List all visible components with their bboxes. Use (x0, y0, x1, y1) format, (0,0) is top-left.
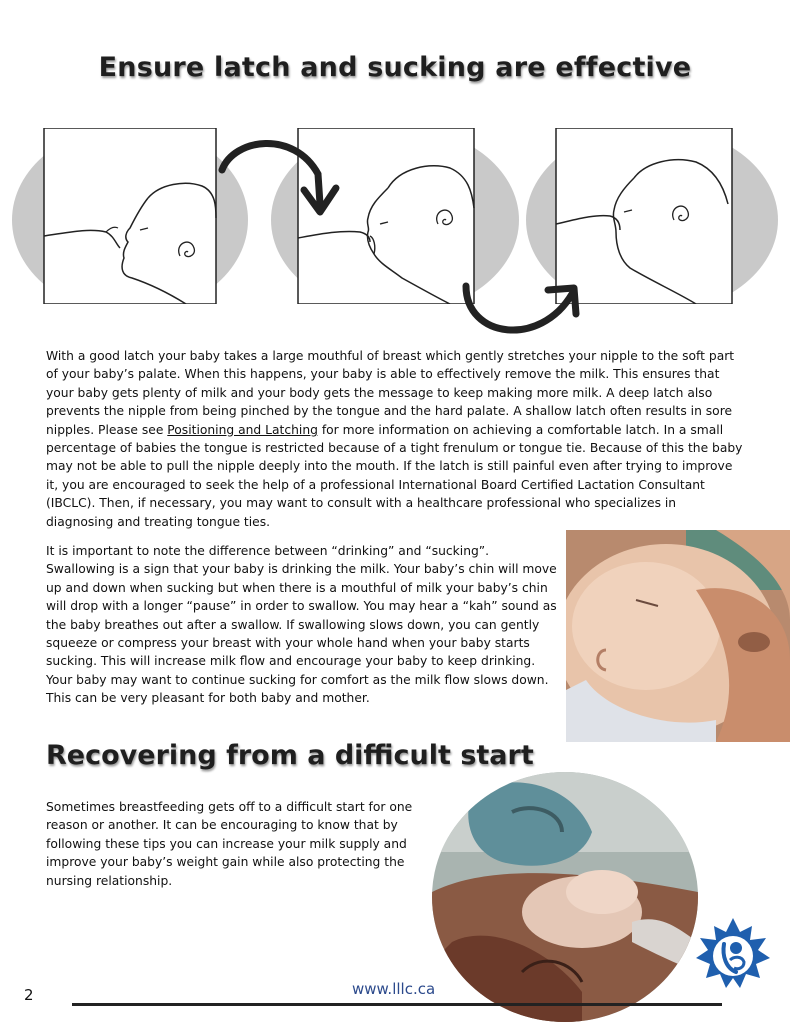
footer-divider (72, 1003, 722, 1006)
curved-arrow-up-icon (456, 278, 586, 344)
latch-paragraph (46, 347, 746, 531)
difficult-start-paragraph: Sometimes breastfeeding gets off to a difficult start for one reason or another. It can be encouraging to know that by following these tips you can increase your milk supply and improve your baby’s weight gain while also protecting the nursing relationship. (46, 800, 413, 888)
website-link[interactable]: www.lllc.ca (352, 980, 436, 998)
main-heading: Ensure latch and sucking are effective (98, 52, 692, 83)
drinking-sucking-paragraph: It is important to note the difference between “drinking” and “sucking”. Swallowing is a sign that your baby is drinking the milk. Your baby’s chin will move up and down when sucking but when there is a mouthful of milk your baby’s chin will drop with a longer “pause” in order to swallow. You may hear a “kah” sound as the baby breathes out after a swallow. If swallowing slows down, you can gently squeeze or compress your breast with your whole hand when your baby starts sucking. This will increase milk flow and encourage your baby to keep drinking. Your baby may want to continue sucking for comfort as the milk flow slows down. This can be very pleasant for both baby and mother. (46, 544, 557, 706)
latch-paragraph-text: With a good latch your baby takes a large mouthful of breast which gently stretches your nipple to the soft part of your baby’s palate. When this happens, your baby is able to effectively remove the milk. This ensures that your baby gets plenty of milk and your body gets the message to keep making more milk. A deep latch also prevents the nipple from being pinched by the tongue and the hard palate. A shallow latch often results in sore nipples. Please see (46, 349, 735, 437)
latch-paragraph-text-continued: for more information on achieving a comfortable latch. In a small percentage of babies the tongue is restricted because of a tight frenulum or tongue tie. Because of this the baby may not be able to pull the nipple deeply into the mouth. If the latch is still painful even after trying to improve it, you are encouraged to seek the help of a professional International Board Certified Lactation Consultant (IBCLC). Then, if necessary, you may want to consult with a healthcare professional who specializes in diagnosing and treating tongue ties. (46, 422, 743, 529)
breastfeeding-baby-photo (566, 530, 790, 742)
second-heading: Recovering from a difficult start (46, 740, 534, 771)
newborn-skin-to-skin-photo (432, 772, 698, 1022)
lllc-logo (694, 916, 772, 994)
curved-arrow-down-icon (214, 134, 344, 224)
positioning-latching-link[interactable]: Positioning and Latching (167, 422, 318, 437)
page-number: 2 (24, 986, 34, 1004)
